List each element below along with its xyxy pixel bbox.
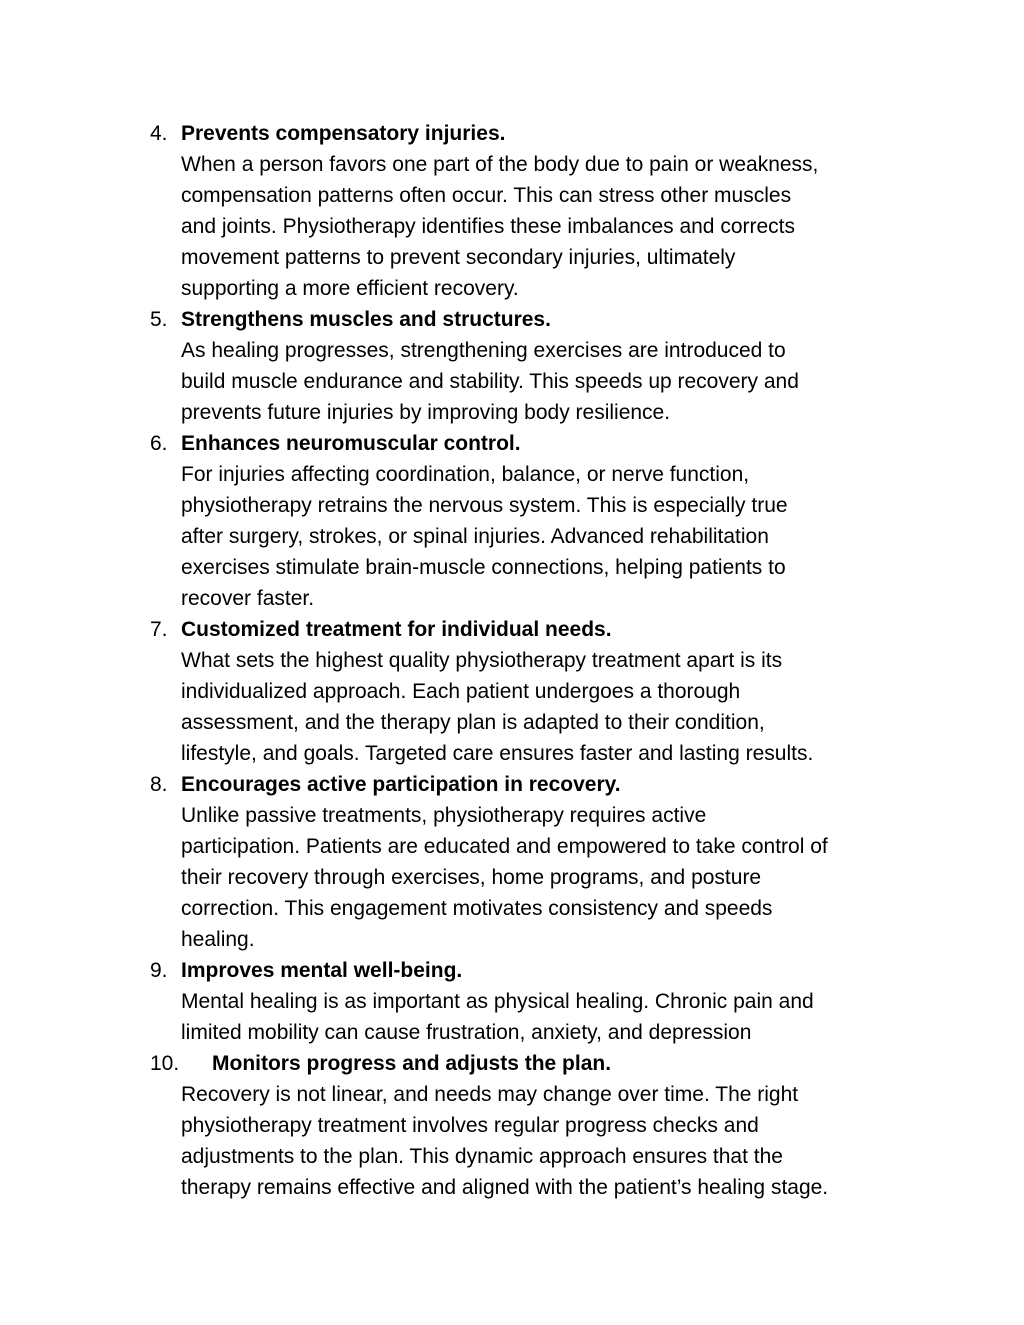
item-text-line: healing. [181,928,255,951]
item-text-line: As healing progresses, strengthening exercises are introduced to [181,339,786,362]
item-number: 4. [150,122,168,145]
item-heading: Encourages active participation in recovery. [181,773,621,796]
item-text-line: correction. This engagement motivates consistency and speeds [181,897,773,920]
item-text-line: When a person favors one part of the body due to pain or weakness, [181,153,819,176]
item-text-line: after surgery, strokes, or spinal injuries. Advanced rehabilitation [181,525,769,548]
list-item-10 [0,1048,1024,1203]
item-number: 9. [150,959,168,982]
item-text-line: For injuries affecting coordination, balance, or nerve function, [181,463,750,486]
item-text-line: build muscle endurance and stability. This speeds up recovery and [181,370,799,393]
item-number: 5. [150,308,168,331]
item-heading: Strengthens muscles and structures. [181,308,551,331]
item-number: 8. [150,773,168,796]
list-item-5 [0,304,1024,428]
list-item-8 [0,769,1024,955]
item-heading: Customized treatment for individual needs. [181,618,612,641]
item-text-line: Unlike passive treatments, physiotherapy requires active [181,804,707,827]
item-text-line: movement patterns to prevent secondary injuries, ultimately [181,246,736,269]
item-text-line: What sets the highest quality physiotherapy treatment apart is its [181,649,783,672]
item-text-line: Recovery is not linear, and needs may change over time. The right [181,1083,799,1106]
item-text-line: participation. Patients are educated and empowered to take control of [181,835,828,858]
item-text-line: adjustments to the plan. This dynamic approach ensures that the [181,1145,783,1168]
item-text-line: Mental healing is as important as physical healing. Chronic pain and [181,990,814,1013]
item-text-line: limited mobility can cause frustration, anxiety, and depression [181,1021,752,1044]
item-heading: Enhances neuromuscular control. [181,432,521,455]
item-text-line: their recovery through exercises, home programs, and posture [181,866,762,889]
numbered-list [0,118,1024,1203]
item-heading: Prevents compensatory injuries. [181,122,506,145]
list-item-7 [0,614,1024,769]
item-text-line: and joints. Physiotherapy identifies these imbalances and corrects [181,215,796,238]
item-text-line: supporting a more efficient recovery. [181,277,519,300]
item-text-line: assessment, and the therapy plan is adapted to their condition, [181,711,765,734]
list-item-9 [0,955,1024,1048]
item-text-line: recover faster. [181,587,315,610]
item-text-line: lifestyle, and goals. Targeted care ensures faster and lasting results. [181,742,814,765]
item-number: 6. [150,432,168,455]
list-item-6 [0,428,1024,614]
item-text-line: physiotherapy treatment involves regular progress checks and [181,1114,759,1137]
item-number: 7. [150,618,168,641]
item-text-line: exercises stimulate brain-muscle connections, helping patients to [181,556,786,579]
list-item-4 [0,118,1024,304]
item-number: 10. [150,1052,180,1075]
item-text-line: compensation patterns often occur. This can stress other muscles [181,184,792,207]
item-text-line: therapy remains effective and aligned with the patient’s healing stage. [181,1176,829,1199]
item-text-line: prevents future injuries by improving body resilience. [181,401,671,424]
item-text-line: physiotherapy retrains the nervous system. This is especially true [181,494,788,517]
item-heading: Improves mental well-being. [181,959,463,982]
item-heading: Monitors progress and adjusts the plan. [212,1052,612,1075]
item-text-line: individualized approach. Each patient undergoes a thorough [181,680,741,703]
